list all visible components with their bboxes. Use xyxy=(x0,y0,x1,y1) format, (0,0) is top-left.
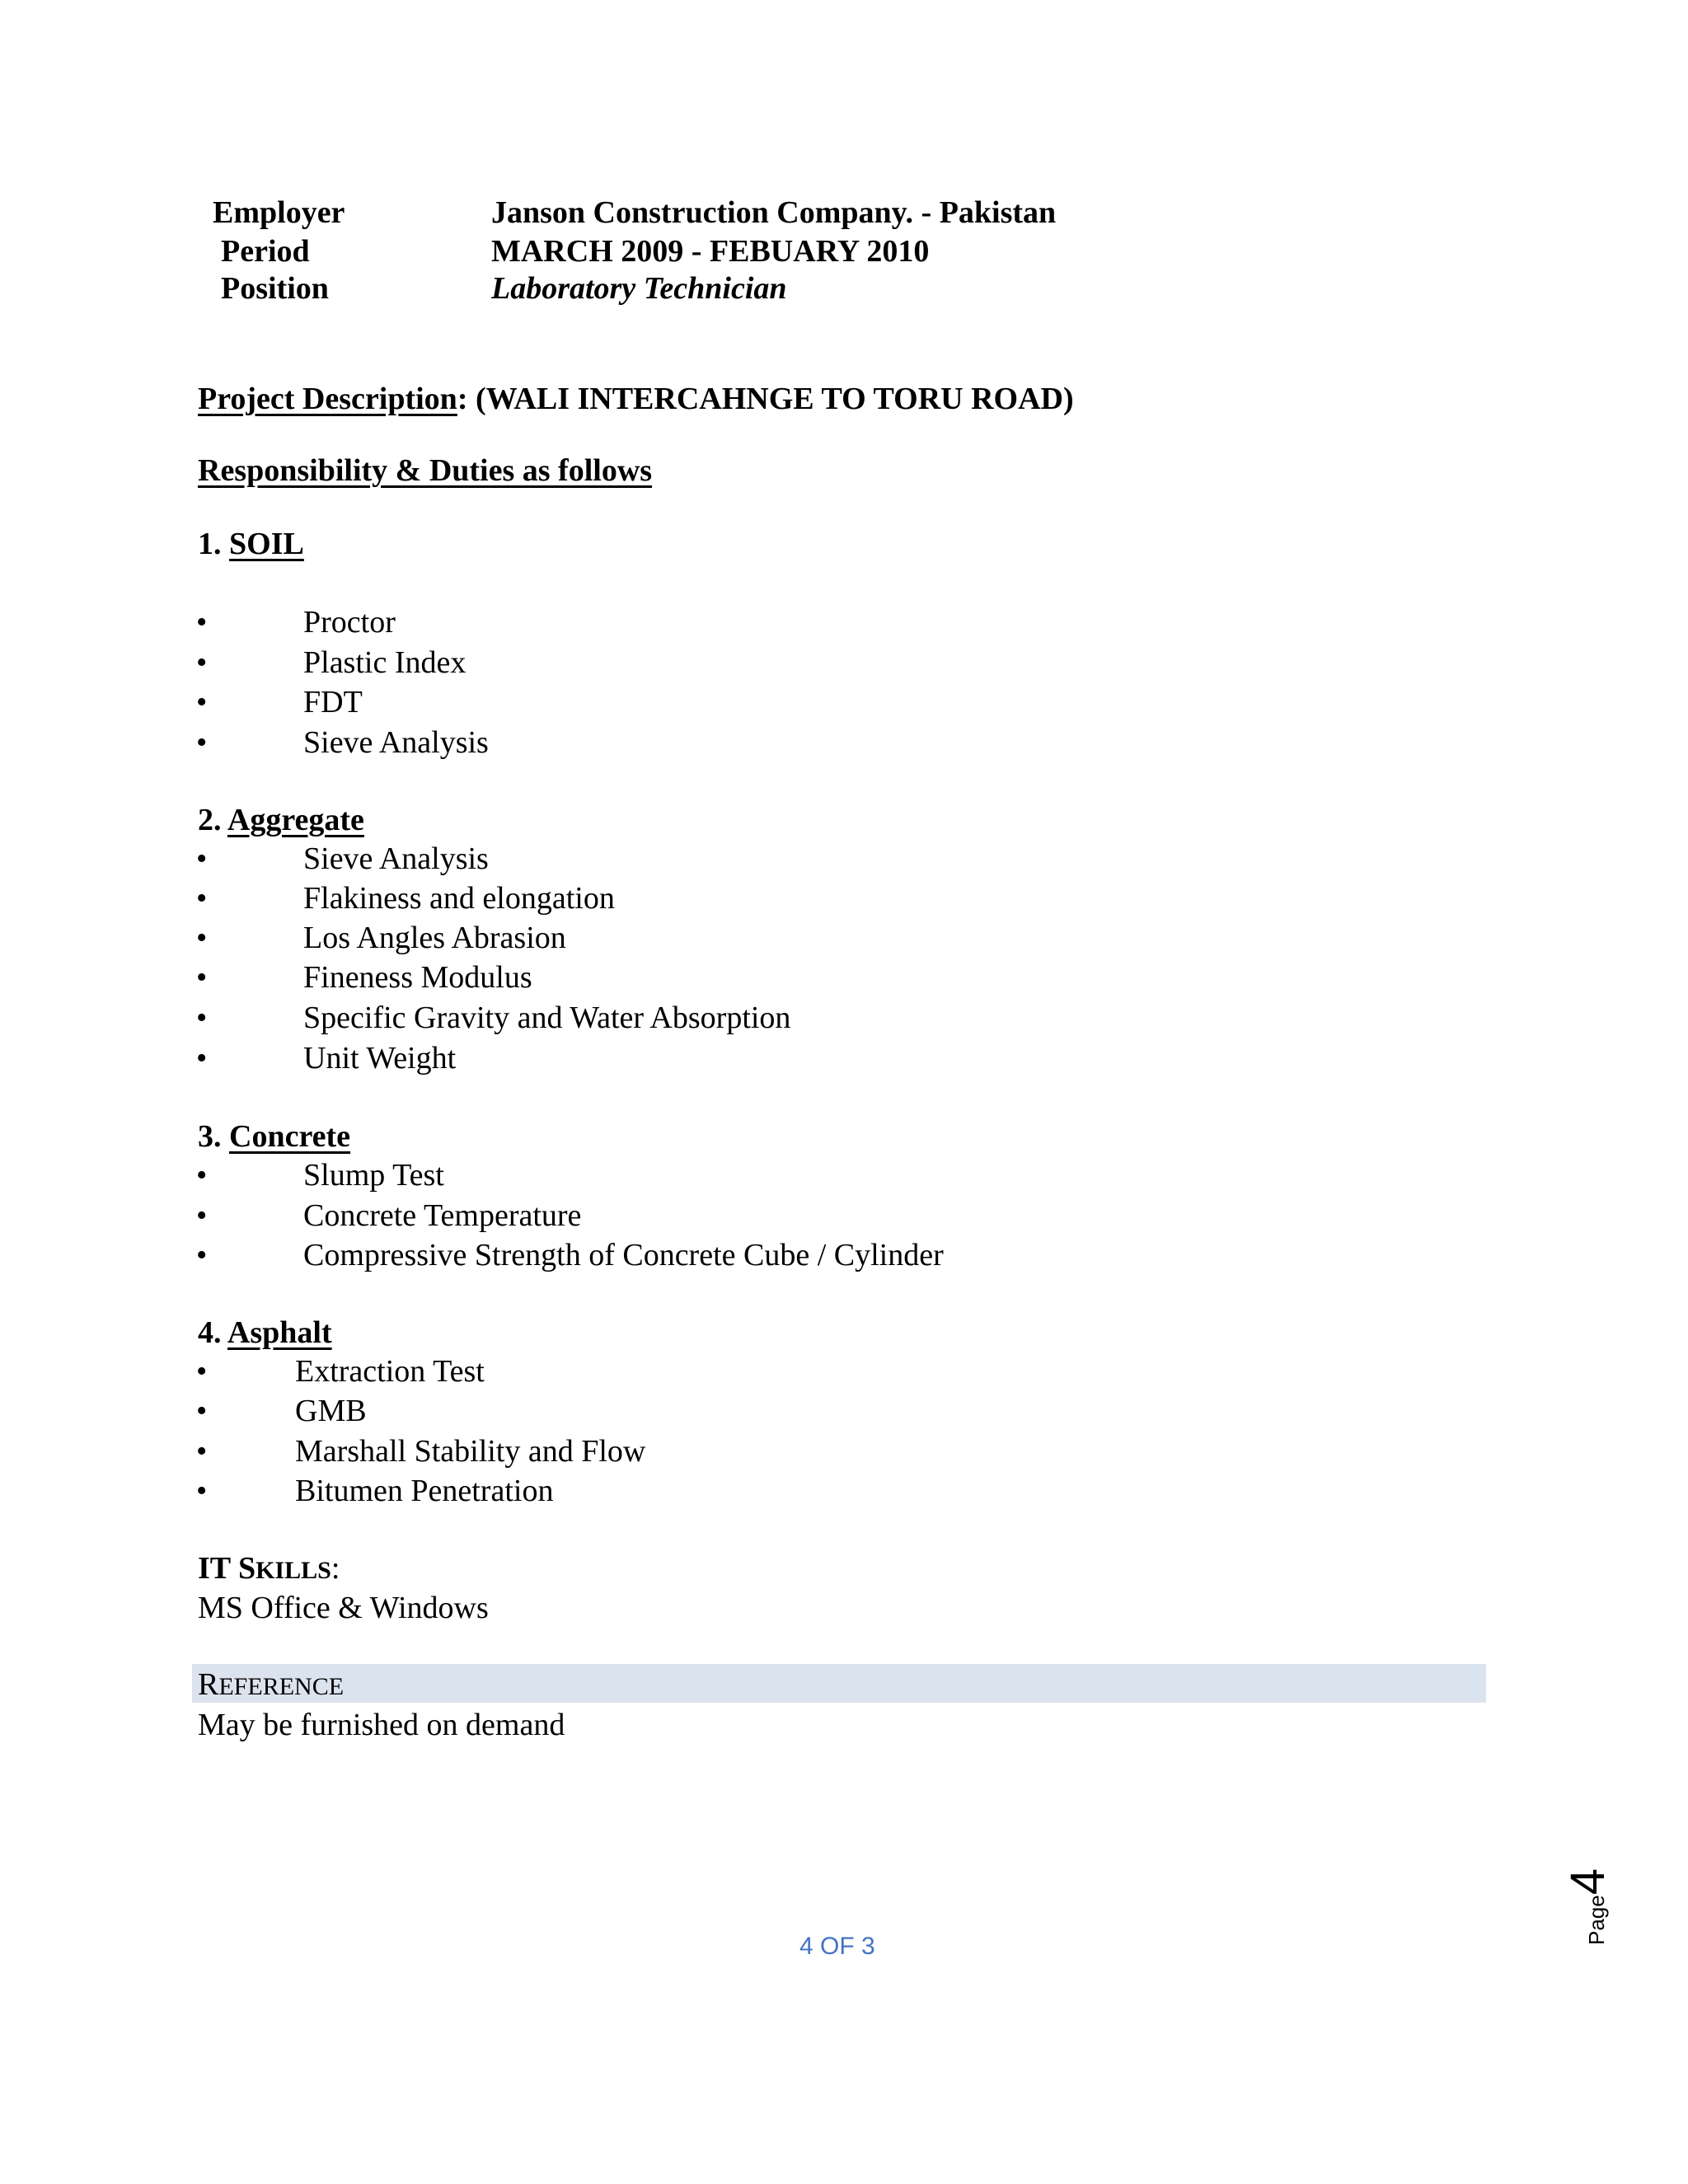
bullet-icon: • xyxy=(196,841,208,876)
position-value: Laboratory Technician xyxy=(491,271,787,306)
period-label: Period xyxy=(221,234,310,269)
bullet-icon: • xyxy=(196,881,208,916)
bullet-icon: • xyxy=(196,725,208,760)
section-title: SOIL xyxy=(229,527,304,561)
bullet-icon: • xyxy=(196,605,208,640)
section-heading-soil xyxy=(198,526,304,562)
section-number: 4. xyxy=(198,1315,222,1350)
section-heading-concrete xyxy=(198,1118,350,1155)
bullet-icon: • xyxy=(196,1041,208,1076)
section-number: 1. xyxy=(198,527,222,561)
bullet-icon: • xyxy=(196,1354,208,1389)
responsibilities-heading: Responsibility & Duties as follows xyxy=(198,453,653,488)
it-skills-heading: IT SKILLS: xyxy=(198,1551,340,1586)
employer-label: Employer xyxy=(213,195,345,230)
section-number: 3. xyxy=(198,1119,222,1154)
position-label: Position xyxy=(221,271,329,306)
employer-value: Janson Construction Company. - Pakistan xyxy=(491,195,1057,230)
bullet-icon: • xyxy=(196,1434,208,1469)
it-skills-value: MS Office & Windows xyxy=(198,1591,489,1625)
reference-heading-bar xyxy=(192,1664,1486,1703)
project-description-value: : (WALI INTERCAHNGE TO TORU ROAD) xyxy=(457,382,1074,416)
page-number: 4 xyxy=(1561,1868,1615,1896)
project-description-label: Project Description xyxy=(198,382,457,416)
bullet-icon: • xyxy=(196,1001,208,1035)
page-word: Page xyxy=(1584,1895,1609,1945)
page-counter: 4 OF 3 xyxy=(799,1933,875,1960)
section-heading-asphalt xyxy=(198,1315,332,1351)
bullet-icon: • xyxy=(196,1394,208,1428)
page-marker xyxy=(1560,1846,1618,1945)
bullet-icon: • xyxy=(196,1198,208,1233)
bullet-icon: • xyxy=(196,645,208,680)
project-description xyxy=(198,381,1074,417)
bullet-icon: • xyxy=(196,960,208,995)
section-heading-aggregate xyxy=(198,802,364,838)
bullet-icon: • xyxy=(196,1474,208,1508)
period-value: MARCH 2009 - FEBUARY 2010 xyxy=(491,234,930,269)
section-title: Asphalt xyxy=(227,1315,332,1350)
bullet-icon: • xyxy=(196,1158,208,1193)
section-title: Concrete xyxy=(229,1119,351,1154)
bullet-icon: • xyxy=(196,685,208,719)
reference-value: May be furnished on demand xyxy=(198,1708,565,1742)
reference-heading: REFERENCE xyxy=(198,1667,345,1702)
section-number: 2. xyxy=(198,803,222,837)
bullet-icon: • xyxy=(196,921,208,955)
bullet-icon: • xyxy=(196,1238,208,1272)
section-title: Aggregate xyxy=(227,803,364,837)
